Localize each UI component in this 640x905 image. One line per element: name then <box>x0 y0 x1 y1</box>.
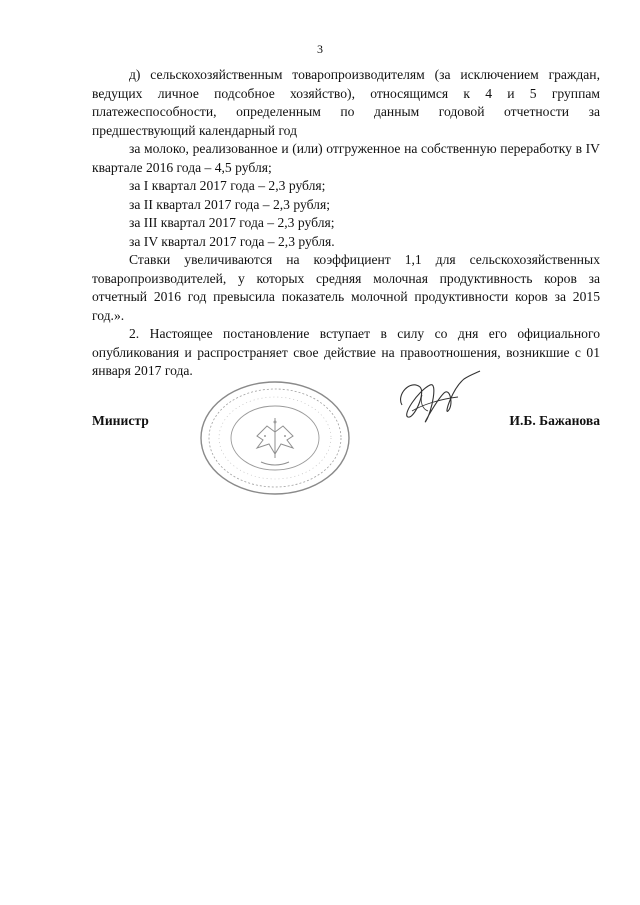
paragraph-d: д) сельскохозяйственным товаропроизводителям (за исключением граждан, ведущих личное подсобное хозяйство), относящимся к 4 и 5 группам платежеспособности, определенным по данным годовой отчетности за предшествующий календарный год <box>92 67 600 138</box>
signatory-title: Министр <box>92 413 149 428</box>
paragraph-coefficient: Ставки увеличиваются на коэффициент 1,1 для сельскохозяйственных товаропроизводителей, у которых средняя молочная продуктивность коров за отчетный 2016 год превысила показатель молочной продуктивности коров за 2015 год.». <box>92 252 600 323</box>
paragraph-effective-date: 2. Настоящее постановление вступает в силу со дня его официального опубликования и распространяет свое действие на правоотношения, возникшие с 01 января 2017 года. <box>92 326 600 378</box>
rate-q3: за III квартал 2017 года – 2,3 рубля; <box>129 215 335 230</box>
page-number: 3 <box>317 42 323 56</box>
paragraph-milk-rate: за молоко, реализованное и (или) отгруженное на собственную переработку в IV квартале 2016 года – 4,5 рубля; <box>92 141 600 175</box>
handwritten-signature <box>392 365 482 433</box>
signatory-name: И.Б. Бажанова <box>509 413 600 428</box>
document-body <box>92 66 600 381</box>
official-seal <box>195 378 355 498</box>
rate-q1: за I квартал 2017 года – 2,3 рубля; <box>129 178 326 193</box>
rate-q2: за II квартал 2017 года – 2,3 рубля; <box>129 196 330 212</box>
rate-q4: за IV квартал 2017 года – 2,3 рубля. <box>129 233 335 249</box>
